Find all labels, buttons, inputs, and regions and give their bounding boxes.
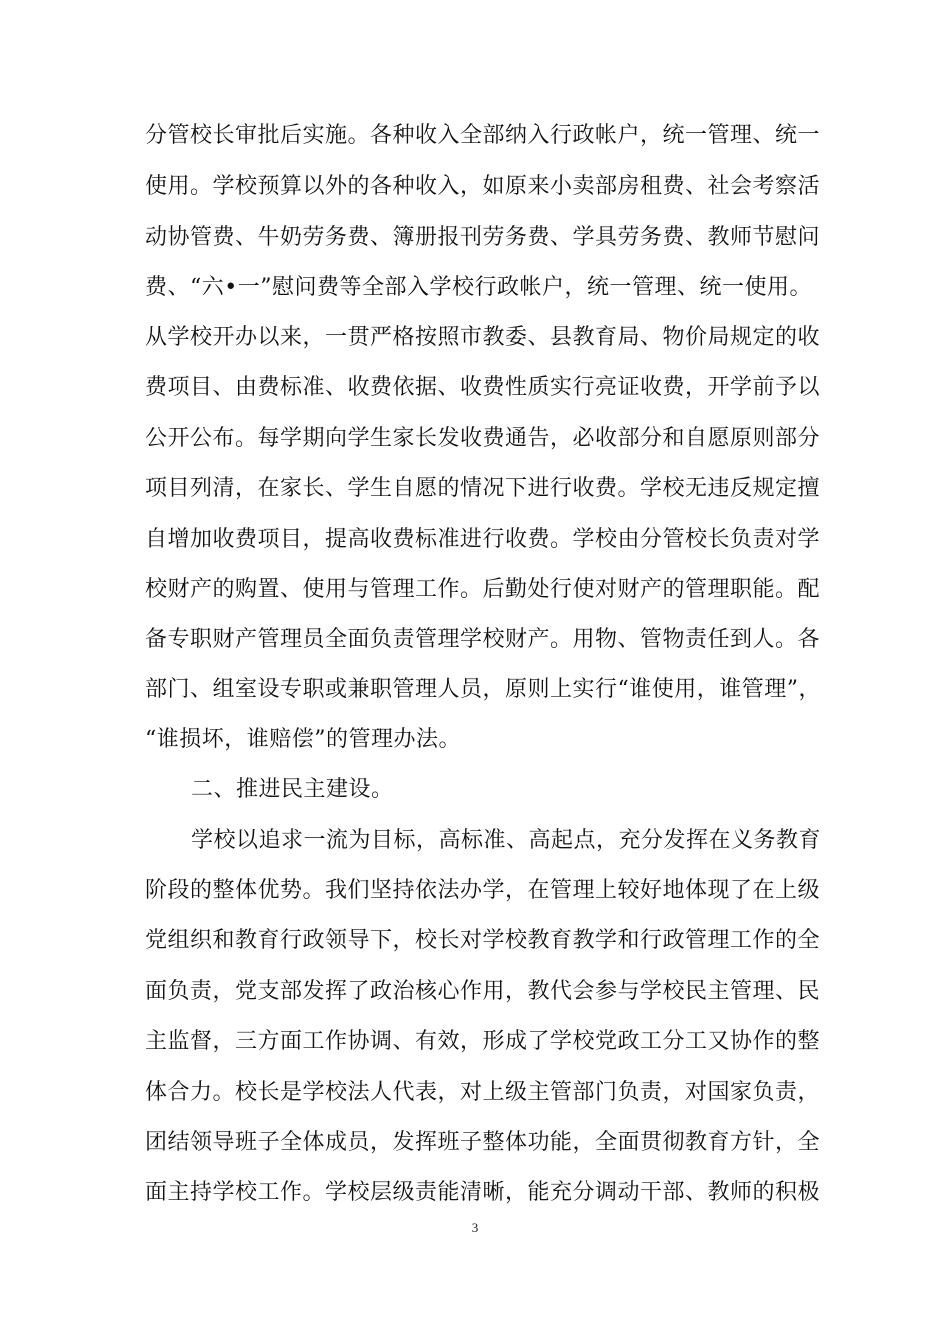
text-line: 使用。学校预算以外的各种收入，如原来小卖部房租费、社会考察活 bbox=[145, 174, 821, 199]
text-line: 部门、组室设专职或兼职管理人员，原则上实行“谁使用，谁管理”， bbox=[145, 677, 821, 702]
text-line: 费、“六•一”慰问费等全部入学校行政帐户，统一管理、统一使用。 bbox=[145, 275, 812, 300]
text-line: 自增加收费项目，提高收费标准进行收费。学校由分管校长负责对学 bbox=[145, 527, 821, 552]
text-line: 公开公布。每学期向学生家长发收费通告，必收部分和自愿原则部分 bbox=[145, 426, 821, 451]
text-line: “谁损坏，谁赔偿”的管理办法。 bbox=[145, 727, 461, 752]
text-line: 分管校长审批后实施。各种收入全部纳入行政帐户，统一管理、统一 bbox=[145, 123, 821, 148]
text-line: 党组织和教育行政领导下，校长对学校教育教学和行政管理工作的全 bbox=[145, 928, 821, 953]
text-line: 校财产的购置、使用与管理工作。后勤处行使对财产的管理职能。配 bbox=[145, 577, 821, 602]
text-line: 备专职财产管理员全面负责管理学校财产。用物、管物责任到人。各 bbox=[145, 627, 821, 652]
text-line: 项目列清，在家长、学生自愿的情况下进行收费。学校无违反规定擅 bbox=[145, 476, 821, 501]
text-line: 费项目、由费标准、收费依据、收费性质实行亮证收费，开学前予以 bbox=[145, 375, 821, 400]
text-line: 动协管费、牛奶劳务费、簿册报刊劳务费、学具劳务费、教师节慰问 bbox=[145, 225, 821, 250]
page-number: 3 bbox=[471, 1220, 479, 1235]
text-line: 阶段的整体优势。我们坚持依法办学，在管理上较好地体现了在上级 bbox=[145, 878, 821, 903]
text-line: 面负责，党支部发挥了政治核心作用，教代会参与学校民主管理、民 bbox=[145, 979, 821, 1004]
text-line: 主监督，三方面工作协调、有效，形成了学校党政工分工又协作的整 bbox=[145, 1029, 821, 1054]
text-line: 学校以追求一流为目标，高标准、高起点，充分发挥在义务教育 bbox=[191, 828, 822, 853]
text-line: 从学校开办以来，一贯严格按照市教委、县教育局、物价局规定的收 bbox=[145, 325, 821, 350]
text-line: 面主持学校工作。学校层级责能清晰，能充分调动干部、教师的积极 bbox=[145, 1180, 821, 1205]
text-line: 体合力。校长是学校法人代表，对上级主管部门负责，对国家负责， bbox=[145, 1080, 821, 1105]
section-heading: 二、推进民主建设。 bbox=[191, 777, 394, 802]
text-line: 团结领导班子全体成员，发挥班子整体功能，全面贯彻教育方针，全 bbox=[145, 1130, 821, 1155]
